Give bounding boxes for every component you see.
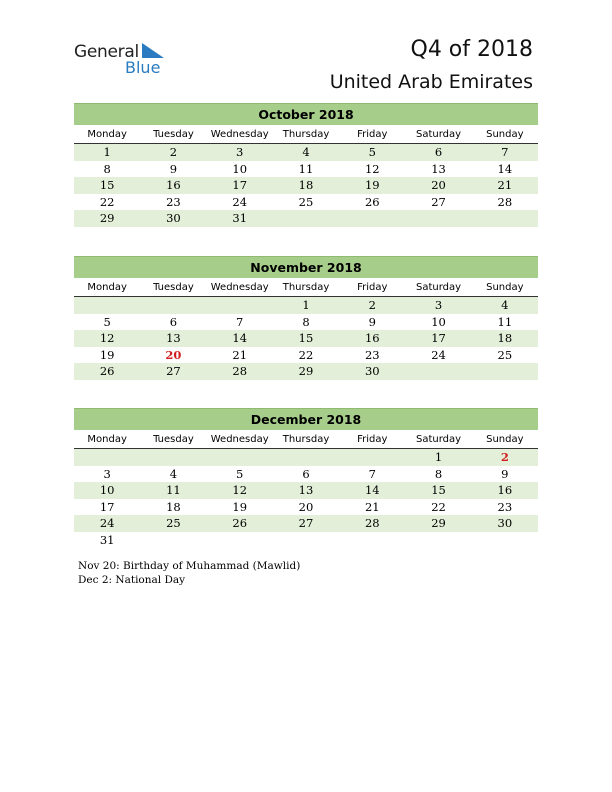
day-cell xyxy=(273,449,339,466)
holiday-day-cell: 20 xyxy=(165,347,182,362)
week-row xyxy=(74,466,538,483)
month-november xyxy=(74,256,538,380)
day-cell xyxy=(74,449,140,466)
day-cell: 27 xyxy=(166,364,181,378)
day-cell: 4 xyxy=(302,145,310,159)
weekday-header-row xyxy=(74,430,538,449)
day-cell: 17 xyxy=(232,178,248,192)
day-cell xyxy=(140,297,206,314)
day-cell: 17 xyxy=(431,331,446,345)
day-cell: 22 xyxy=(99,194,115,209)
day-cell: 20 xyxy=(298,499,314,514)
day-cell: 30 xyxy=(497,516,513,530)
day-cell: 31 xyxy=(232,211,248,225)
week-row xyxy=(74,177,538,194)
day-cell: 25 xyxy=(166,516,181,530)
brand-logo xyxy=(74,40,184,80)
weekday-label: Wednesday xyxy=(210,282,269,293)
day-cell: 22 xyxy=(298,347,314,362)
weekday-label: Sunday xyxy=(486,129,524,140)
day-cell: 30 xyxy=(364,364,380,378)
day-cell: 24 xyxy=(431,347,446,362)
day-cell: 27 xyxy=(298,516,314,530)
day-cell: 29 xyxy=(99,211,115,225)
day-cell xyxy=(207,297,273,314)
weekday-header-row xyxy=(74,125,538,144)
week-row xyxy=(74,161,538,178)
week-row xyxy=(74,210,538,227)
week-row xyxy=(74,144,538,161)
weekday-header-row xyxy=(74,278,538,297)
day-cell: 9 xyxy=(169,161,178,176)
week-row xyxy=(74,330,538,347)
day-cell xyxy=(339,449,405,466)
day-cell: 15 xyxy=(99,178,115,192)
weekday-label: Wednesday xyxy=(210,434,269,445)
day-cell xyxy=(140,449,206,466)
day-cell: 14 xyxy=(232,331,248,345)
day-cell: 21 xyxy=(364,499,380,514)
day-cell: 6 xyxy=(302,466,310,481)
day-cell: 30 xyxy=(166,211,181,225)
week-row xyxy=(74,499,538,516)
day-cell: 16 xyxy=(364,331,380,345)
day-cell xyxy=(472,532,538,549)
month-october xyxy=(74,103,538,227)
day-cell: 26 xyxy=(99,364,115,378)
day-cell: 25 xyxy=(298,194,314,209)
day-cell xyxy=(472,363,538,380)
day-cell: 24 xyxy=(99,516,115,530)
holiday-note: Dec 2: National Day xyxy=(78,573,186,586)
day-cell xyxy=(405,532,471,549)
day-cell: 7 xyxy=(368,466,376,481)
day-cell: 5 xyxy=(236,466,244,481)
week-row xyxy=(74,515,538,532)
day-cell: 6 xyxy=(169,314,178,329)
holiday-day-cell: 2 xyxy=(500,450,509,464)
day-cell: 8 xyxy=(302,314,310,329)
day-cell: 20 xyxy=(431,178,446,192)
day-cell: 13 xyxy=(431,161,446,176)
day-cell: 19 xyxy=(99,347,115,362)
day-cell xyxy=(405,363,471,380)
day-cell: 3 xyxy=(103,466,111,481)
day-cell: 25 xyxy=(497,347,513,362)
day-cell: 18 xyxy=(497,331,513,345)
day-cell xyxy=(273,210,339,227)
day-cell: 21 xyxy=(497,178,513,192)
day-cell: 1 xyxy=(434,450,443,464)
day-cell: 16 xyxy=(166,178,181,192)
day-cell: 4 xyxy=(501,298,509,312)
brand-triangle-icon xyxy=(140,43,168,59)
day-cell: 18 xyxy=(166,499,181,514)
weekday-label: Tuesday xyxy=(153,129,194,140)
day-cell: 9 xyxy=(368,314,376,329)
week-row xyxy=(74,363,538,380)
weekday-label: Friday xyxy=(357,282,388,293)
day-cell: 7 xyxy=(501,145,509,159)
day-cell: 5 xyxy=(103,314,111,329)
day-cell: 12 xyxy=(99,331,115,345)
day-cell xyxy=(207,532,273,549)
day-cell: 16 xyxy=(497,483,513,497)
day-cell: 12 xyxy=(232,483,248,497)
week-row xyxy=(74,314,538,331)
weekday-label: Friday xyxy=(357,129,388,140)
day-cell: 15 xyxy=(298,331,314,345)
day-cell: 7 xyxy=(236,314,244,329)
day-cell: 19 xyxy=(364,178,380,192)
day-cell: 5 xyxy=(368,145,376,159)
day-cell: 4 xyxy=(169,466,178,481)
day-cell: 19 xyxy=(232,499,248,514)
day-cell xyxy=(207,449,273,466)
week-row xyxy=(74,449,538,466)
day-cell: 2 xyxy=(169,145,178,159)
day-cell: 15 xyxy=(431,483,446,497)
day-cell: 10 xyxy=(431,314,446,329)
weekday-label: Monday xyxy=(87,434,127,445)
weekday-label: Wednesday xyxy=(210,129,269,140)
day-cell: 10 xyxy=(99,483,115,497)
day-cell: 22 xyxy=(431,499,446,514)
day-cell: 3 xyxy=(236,145,244,159)
holiday-notes xyxy=(78,560,300,587)
weekday-label: Saturday xyxy=(416,434,462,445)
day-cell: 12 xyxy=(364,161,380,176)
weekday-label: Sunday xyxy=(486,434,524,445)
day-cell: 29 xyxy=(298,364,314,378)
day-cell: 13 xyxy=(298,483,314,497)
day-cell xyxy=(339,210,405,227)
day-cell: 28 xyxy=(497,194,513,209)
day-cell: 27 xyxy=(431,194,446,209)
day-cell: 14 xyxy=(497,161,513,176)
day-cell: 31 xyxy=(99,532,115,547)
week-row xyxy=(74,347,538,364)
weekday-label: Thursday xyxy=(282,282,330,293)
day-cell: 26 xyxy=(232,516,248,530)
day-cell: 11 xyxy=(497,314,513,329)
weekday-label: Friday xyxy=(357,434,388,445)
month-title: December 2018 xyxy=(74,408,538,430)
day-cell: 10 xyxy=(232,161,248,176)
month-title: October 2018 xyxy=(74,103,538,125)
weekday-label: Monday xyxy=(87,129,127,140)
day-cell: 23 xyxy=(364,347,380,362)
week-row xyxy=(74,482,538,499)
weekday-label: Thursday xyxy=(282,434,330,445)
weekday-label: Thursday xyxy=(282,129,330,140)
day-cell: 2 xyxy=(368,298,376,312)
brand-name-blue: Blue xyxy=(125,58,161,77)
month-december xyxy=(74,408,538,548)
day-cell xyxy=(405,210,471,227)
weekday-label: Saturday xyxy=(416,282,462,293)
day-cell: 3 xyxy=(434,298,443,312)
week-row xyxy=(74,297,538,314)
day-cell: 11 xyxy=(298,161,314,176)
day-cell: 28 xyxy=(364,516,380,530)
day-cell: 18 xyxy=(298,178,314,192)
day-cell: 11 xyxy=(166,483,181,497)
weekday-label: Tuesday xyxy=(153,282,194,293)
day-cell: 21 xyxy=(232,347,248,362)
day-cell: 23 xyxy=(497,499,513,514)
quarter-title: Q4 of 2018 xyxy=(410,37,533,62)
holiday-note: Nov 20: Birthday of Muhammad (Mawlid) xyxy=(78,560,301,572)
country-title: United Arab Emirates xyxy=(329,71,533,93)
day-cell: 8 xyxy=(434,466,443,481)
day-cell: 6 xyxy=(434,145,443,159)
day-cell: 23 xyxy=(166,194,181,209)
brand-name-general: General xyxy=(74,42,139,62)
day-cell: 1 xyxy=(103,145,111,159)
day-cell xyxy=(140,532,206,549)
day-cell: 28 xyxy=(232,364,248,378)
day-cell: 24 xyxy=(232,194,248,209)
day-cell: 8 xyxy=(103,161,111,176)
day-cell: 26 xyxy=(364,194,380,209)
weekday-label: Monday xyxy=(87,282,127,293)
week-row xyxy=(74,194,538,211)
day-cell: 13 xyxy=(166,331,181,345)
weekday-label: Saturday xyxy=(416,129,462,140)
day-cell: 14 xyxy=(364,483,380,497)
day-cell: 17 xyxy=(99,499,115,514)
weekday-label: Tuesday xyxy=(153,434,194,445)
month-title: November 2018 xyxy=(74,256,538,278)
week-row xyxy=(74,532,538,549)
day-cell xyxy=(273,532,339,549)
day-cell xyxy=(339,532,405,549)
day-cell: 9 xyxy=(501,466,509,481)
weekday-label: Sunday xyxy=(486,282,524,293)
day-cell xyxy=(472,210,538,227)
day-cell: 29 xyxy=(431,516,446,530)
day-cell: 1 xyxy=(302,298,310,312)
day-cell xyxy=(74,297,140,314)
